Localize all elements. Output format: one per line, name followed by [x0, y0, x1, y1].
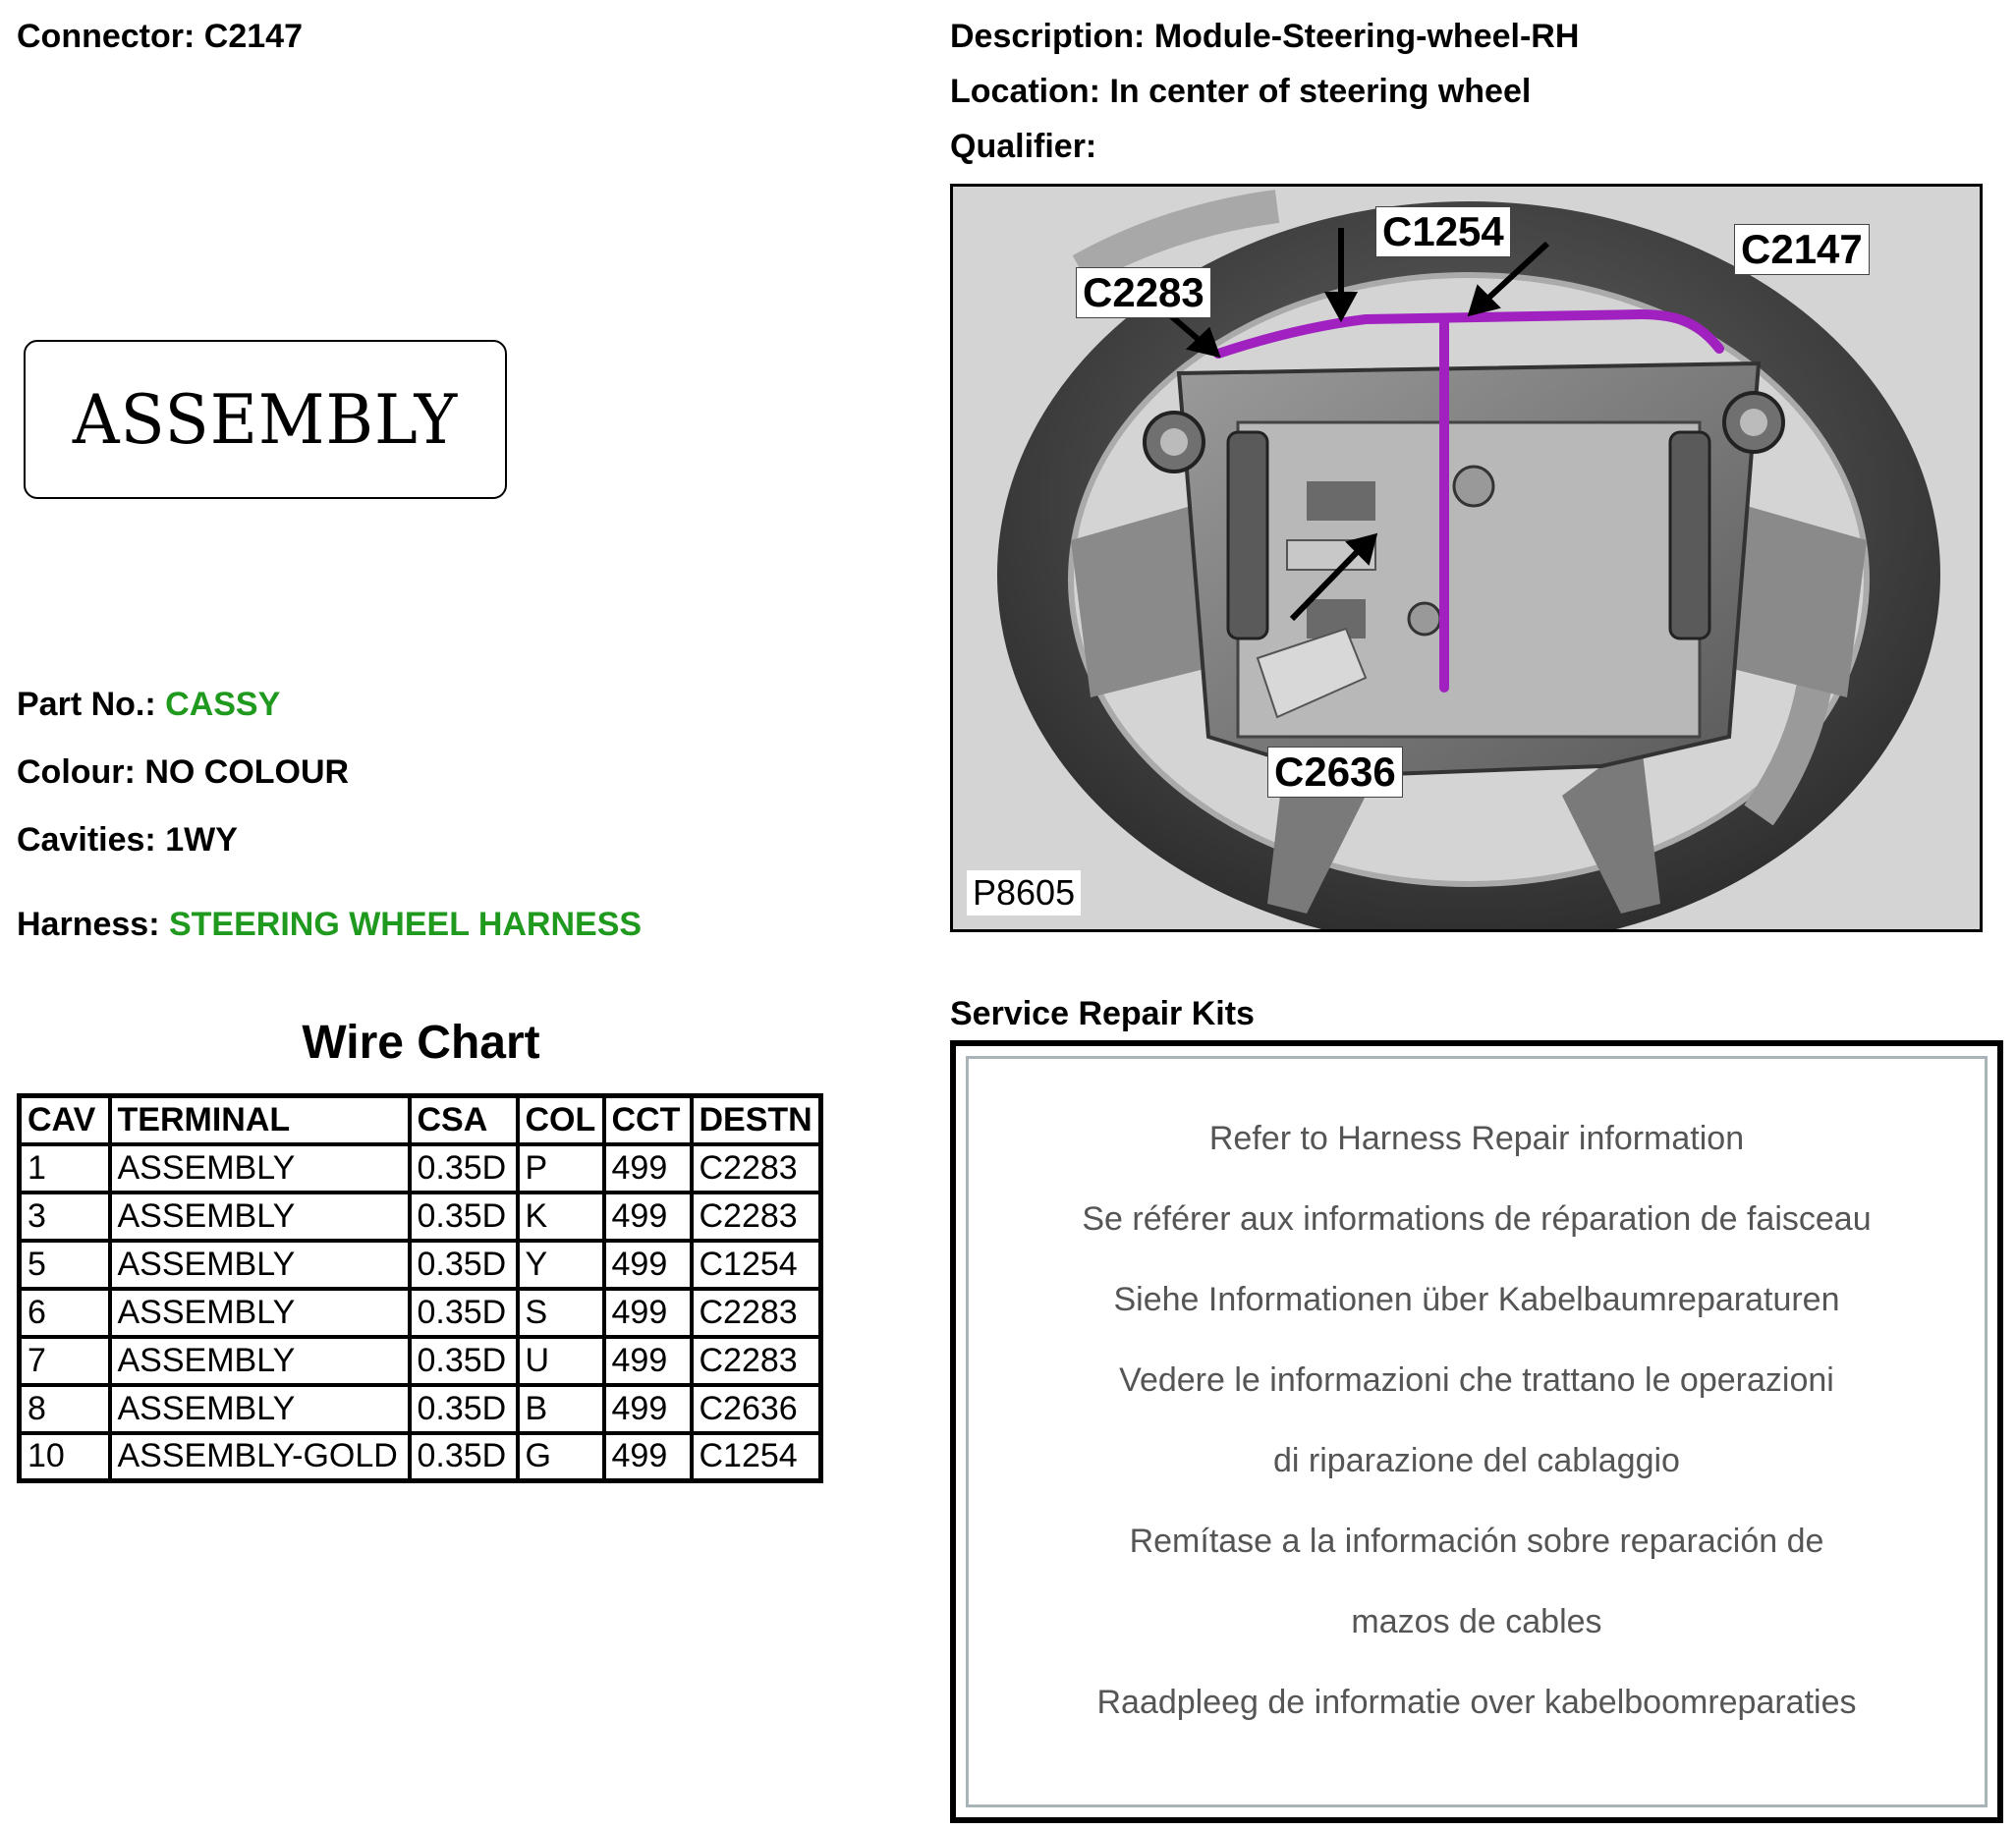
cell-csa: 0.35D [410, 1433, 518, 1481]
location-label: Location: [950, 73, 1100, 110]
part-no-label: Part No.: [17, 686, 156, 723]
cell-col: P [518, 1144, 604, 1193]
callout-c2636[interactable]: C2636 [1267, 747, 1403, 798]
cell-col: B [518, 1385, 604, 1433]
header-csa: CSA [410, 1096, 518, 1144]
cell-destn[interactable]: C2636 [692, 1385, 821, 1433]
cell-cct: 499 [604, 1193, 692, 1241]
steering-wheel-figure [950, 184, 1983, 932]
cell-terminal: ASSEMBLY [110, 1385, 410, 1433]
cell-cav: 1 [20, 1144, 110, 1193]
cell-cav: 3 [20, 1193, 110, 1241]
connector-face-drawing [24, 340, 507, 499]
cell-csa: 0.35D [410, 1337, 518, 1385]
service-repair-kits-inner [966, 1056, 1988, 1807]
wire-chart-table [17, 1093, 823, 1483]
cell-cct: 499 [604, 1241, 692, 1289]
table-row [20, 1385, 821, 1433]
cell-col: S [518, 1289, 604, 1337]
wire-chart-header-row [20, 1096, 821, 1144]
location-value: In center of steering wheel [1109, 73, 1532, 110]
kit-line-es-2: mazos de cables [1351, 1603, 1602, 1640]
cell-col: U [518, 1337, 604, 1385]
connector-face-text: ASSEMBLY [72, 379, 459, 460]
cell-terminal: ASSEMBLY [110, 1193, 410, 1241]
table-row [20, 1337, 821, 1385]
cell-terminal: ASSEMBLY [110, 1337, 410, 1385]
service-repair-kits-box [950, 1040, 2003, 1823]
kit-line-de: Siehe Informationen über Kabelbaumreparaturen [1113, 1281, 1840, 1318]
cell-cct: 499 [604, 1337, 692, 1385]
table-row [20, 1241, 821, 1289]
cell-col: G [518, 1433, 604, 1481]
cell-terminal: ASSEMBLY [110, 1241, 410, 1289]
cell-col: K [518, 1193, 604, 1241]
qualifier-field [950, 128, 1096, 166]
description-field [950, 18, 1579, 56]
cell-cct: 499 [604, 1385, 692, 1433]
location-field [950, 73, 1531, 111]
callout-c2147: C2147 [1734, 224, 1870, 275]
table-row [20, 1193, 821, 1241]
cell-cav: 5 [20, 1241, 110, 1289]
harness-link[interactable]: STEERING WHEEL HARNESS [168, 906, 643, 943]
part-no-field [17, 686, 280, 724]
cell-destn[interactable]: C2283 [692, 1289, 821, 1337]
kit-line-nl: Raadpleeg de informatie over kabelboomreparaties [1096, 1684, 1857, 1721]
table-row [20, 1433, 821, 1481]
description-label: Description: [950, 18, 1146, 55]
cell-cav: 10 [20, 1433, 110, 1481]
cavities-value: 1WY [165, 821, 238, 859]
cell-terminal: ASSEMBLY [110, 1289, 410, 1337]
harness-label: Harness: [17, 906, 160, 943]
header-terminal: TERMINAL [110, 1096, 410, 1144]
cavities-label: Cavities: [17, 821, 156, 859]
cell-cct: 499 [604, 1289, 692, 1337]
cell-destn[interactable]: C1254 [692, 1241, 821, 1289]
cell-csa: 0.35D [410, 1241, 518, 1289]
cell-csa: 0.35D [410, 1193, 518, 1241]
header-cav: CAV [20, 1096, 110, 1144]
callout-c1254[interactable]: C1254 [1375, 206, 1511, 257]
cell-csa: 0.35D [410, 1144, 518, 1193]
kit-line-it-2: di riparazione del cablaggio [1273, 1442, 1680, 1479]
cell-cav: 8 [20, 1385, 110, 1433]
kit-line-en: Refer to Harness Repair information [1208, 1120, 1745, 1157]
header-cct: CCT [604, 1096, 692, 1144]
cell-destn[interactable]: C2283 [692, 1144, 821, 1193]
table-row [20, 1289, 821, 1337]
table-row [20, 1144, 821, 1193]
cell-terminal: ASSEMBLY [110, 1144, 410, 1193]
service-repair-kits-title: Service Repair Kits [950, 995, 1255, 1032]
kit-line-fr: Se référer aux informations de réparation de faisceau [1082, 1200, 1872, 1238]
connector-value: C2147 [203, 18, 303, 55]
colour-label: Colour: [17, 753, 136, 791]
colour-field [17, 753, 349, 792]
cell-cav: 7 [20, 1337, 110, 1385]
cell-csa: 0.35D [410, 1385, 518, 1433]
cell-destn[interactable]: C1254 [692, 1433, 821, 1481]
harness-field [17, 906, 642, 944]
cell-col: Y [518, 1241, 604, 1289]
colour-value: NO COLOUR [144, 753, 350, 791]
part-no-link[interactable]: CASSY [165, 686, 281, 723]
cell-terminal: ASSEMBLY-GOLD [110, 1433, 410, 1481]
cell-cav: 6 [20, 1289, 110, 1337]
connector-label: Connector: [17, 18, 196, 55]
header-destn: DESTN [692, 1096, 821, 1144]
cavities-field [17, 821, 238, 860]
qualifier-label: Qualifier: [950, 128, 1097, 165]
header-col: COL [518, 1096, 604, 1144]
cell-cct: 499 [604, 1433, 692, 1481]
cell-csa: 0.35D [410, 1289, 518, 1337]
description-value: Module-Steering-wheel-RH [1153, 18, 1580, 55]
connector-field [17, 18, 303, 56]
cell-destn[interactable]: C2283 [692, 1337, 821, 1385]
cell-destn[interactable]: C2283 [692, 1193, 821, 1241]
kit-line-es-1: Remítase a la información sobre reparación de [1129, 1523, 1824, 1560]
callout-c2283[interactable]: C2283 [1076, 267, 1211, 318]
wire-chart-title: Wire Chart [302, 1017, 540, 1069]
kit-line-it-1: Vedere le informazioni che trattano le operazioni [1119, 1361, 1834, 1399]
figure-code: P8605 [967, 870, 1081, 916]
cell-cct: 499 [604, 1144, 692, 1193]
